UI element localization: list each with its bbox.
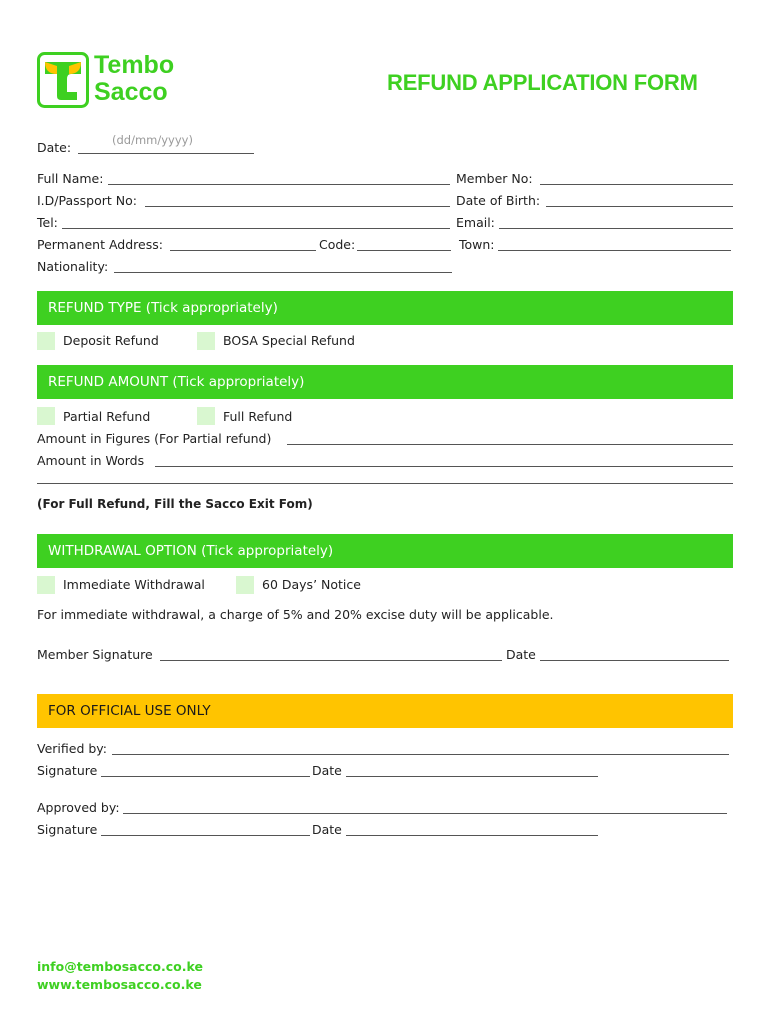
member-no-field[interactable] — [540, 184, 733, 185]
member-date-label: Date — [506, 647, 536, 662]
date2-field[interactable] — [346, 835, 598, 836]
date-field[interactable] — [78, 153, 254, 154]
signature2-label: Signature — [37, 822, 98, 837]
member-date-field[interactable] — [540, 660, 729, 661]
amount-words-label: Amount in Words — [37, 453, 145, 468]
sixty-days-notice-checkbox[interactable] — [236, 576, 254, 594]
footer-email[interactable]: info@tembosacco.co.ke — [37, 959, 203, 974]
member-signature-label: Member Signature — [37, 647, 153, 662]
full-refund-note: (For Full Refund, Fill the Sacco Exit Fom) — [37, 497, 313, 511]
refund-amount-header: REFUND AMOUNT (Tick appropriately) — [37, 365, 733, 399]
footer-website[interactable]: www.tembosacco.co.ke — [37, 977, 202, 992]
amount-figures-field[interactable] — [287, 444, 733, 445]
bosa-special-refund-label: BOSA Special Refund — [223, 333, 355, 348]
address-field[interactable] — [170, 250, 316, 251]
signature1-field[interactable] — [101, 776, 310, 777]
email-field[interactable] — [499, 228, 733, 229]
tel-field[interactable] — [62, 228, 450, 229]
logo-line2: Sacco — [94, 78, 168, 106]
tel-label: Tel: — [37, 215, 58, 230]
amount-words-field-line2[interactable] — [37, 483, 733, 484]
immediate-withdrawal-checkbox[interactable] — [37, 576, 55, 594]
logo-line1: Tembo — [94, 51, 175, 79]
signature1-label: Signature — [37, 763, 98, 778]
date-label: Date: — [37, 140, 72, 155]
immediate-withdrawal-label: Immediate Withdrawal — [63, 577, 205, 592]
withdrawal-charge-note: For immediate withdrawal, a charge of 5% and 20% excise duty will be applicable. — [37, 607, 554, 622]
dob-field[interactable] — [546, 206, 733, 207]
deposit-refund-label: Deposit Refund — [63, 333, 159, 348]
approved-by-label: Approved by: — [37, 800, 120, 815]
id-passport-field[interactable] — [145, 206, 450, 207]
amount-figures-label: Amount in Figures (For Partial refund) — [37, 431, 272, 446]
form-title: REFUND APPLICATION FORM — [387, 70, 698, 95]
amount-words-field[interactable] — [155, 466, 733, 467]
withdrawal-header: WITHDRAWAL OPTION (Tick appropriately) — [37, 534, 733, 568]
logo-text — [94, 52, 174, 106]
nationality-label: Nationality: — [37, 259, 109, 274]
verified-by-field[interactable] — [112, 754, 729, 755]
approved-by-field[interactable] — [123, 813, 727, 814]
date2-label: Date — [312, 822, 342, 837]
code-field[interactable] — [357, 250, 451, 251]
email-label: Email: — [456, 215, 495, 230]
deposit-refund-checkbox[interactable] — [37, 332, 55, 350]
code-label: Code: — [319, 237, 356, 252]
full-refund-label: Full Refund — [223, 409, 293, 424]
member-no-label: Member No: — [456, 171, 533, 186]
logo-mark-icon — [37, 52, 89, 108]
address-label: Permanent Address: — [37, 237, 163, 252]
verified-by-label: Verified by: — [37, 741, 107, 756]
sixty-days-notice-label: 60 Days’ Notice — [262, 577, 361, 592]
id-passport-label: I.D/Passport No: — [37, 193, 137, 208]
town-field[interactable] — [498, 250, 731, 251]
nationality-field[interactable] — [114, 272, 452, 273]
bosa-special-refund-checkbox[interactable] — [197, 332, 215, 350]
dob-label: Date of Birth: — [456, 193, 541, 208]
date1-field[interactable] — [346, 776, 598, 777]
town-label: Town: — [459, 237, 495, 252]
full-refund-checkbox[interactable] — [197, 407, 215, 425]
partial-refund-label: Partial Refund — [63, 409, 151, 424]
member-signature-field[interactable] — [160, 660, 502, 661]
full-name-label: Full Name: — [37, 171, 104, 186]
partial-refund-checkbox[interactable] — [37, 407, 55, 425]
date1-label: Date — [312, 763, 342, 778]
signature2-field[interactable] — [101, 835, 310, 836]
official-use-header: FOR OFFICIAL USE ONLY — [37, 694, 733, 728]
refund-type-header: REFUND TYPE (Tick appropriately) — [37, 291, 733, 325]
full-name-field[interactable] — [108, 184, 450, 185]
date-placeholder: (dd/mm/yyyy) — [112, 133, 193, 147]
